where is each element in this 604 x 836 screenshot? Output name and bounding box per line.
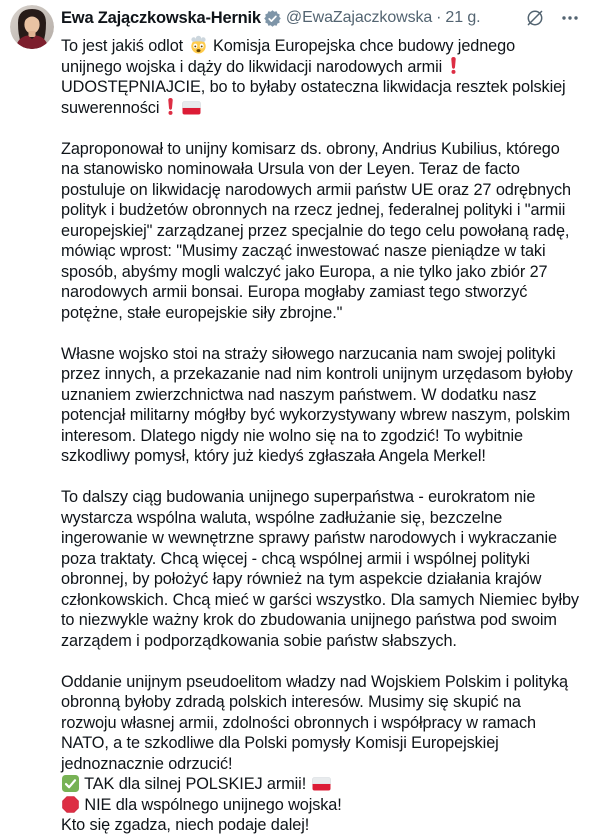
- header-actions: [524, 7, 580, 29]
- avatar-column: [10, 5, 54, 836]
- user-handle[interactable]: @EwaZajaczkowska: [285, 9, 433, 26]
- tweet-text: [61, 35, 580, 836]
- red-exclamation-emoji: [167, 98, 174, 115]
- tweet-content: [61, 5, 580, 836]
- red-exclamation-emoji: [450, 57, 457, 74]
- check-mark-emoji: [62, 775, 79, 792]
- exploding-head-emoji: [189, 35, 208, 54]
- avatar[interactable]: [10, 5, 54, 49]
- tweet-paragraph: Oddanie unijnym pseudoelitom władzy nad Wojskiem Polskim i polityką obronną byłoby zdradą polskich interesów. Musimy się skupić na rozwoju własnej armii, zdolności obronnych i współpracy w ramach NATO, a te szkodliwe dla Polski pomysły Komisji Europejskiej jednoznacznie odrzucić! TAK dla silnej POLSKIEJ armii! NIE dla wspólnego unijnego wojska! Kto się zgadza, niech podaje dalej!: [61, 672, 568, 834]
- timestamp[interactable]: 21 g.: [445, 9, 481, 26]
- poland-flag-emoji: [182, 101, 201, 115]
- display-name[interactable]: Ewa Zajączkowska-Hernik: [61, 8, 261, 27]
- more-options-icon[interactable]: [560, 8, 580, 28]
- tweet-paragraph: To dalszy ciąg budowania unijnego superpaństwa - eurokratom nie wystarcza wspólna waluta, wspólne zadłużanie się, bezczelne ingerowanie w wewnętrzne sprawy państw narodowych i wykraczanie poza traktaty. Chcą więcej - chcą wspólnej armii i wspólnej polityki obronnej, by położyć łapy również na tym aspekcie działania krajów członkowskich. Chcą mieć w garści wszystko. Dla samych Niemiec byłby to niezwykle ważny krok do zbudowania unijnego państwa pod swoim zarządem i podporządkowania sobie państw słabszych.: [61, 488, 579, 650]
- avatar-portrait-image: [10, 5, 54, 49]
- stop-sign-emoji: [62, 796, 79, 813]
- tweet-header: [61, 7, 580, 29]
- tweet-paragraph: To jest jakiś odlot Komisja Europejska chce budowy jednego unijnego wojska i dąży do likwidacji narodowych armii UDOSTĘPNIAJCIE, bo to byłaby ostateczna likwidacja resztek polskiej suwerenności: [61, 37, 566, 117]
- poland-flag-emoji: [312, 777, 331, 791]
- verified-badge-icon: [264, 10, 281, 27]
- header-separator: ·: [436, 9, 442, 26]
- grok-icon[interactable]: [524, 7, 546, 29]
- tweet-paragraph: Własne wojsko stoi na straży siłowego narzucania nam swojej polityki przez innych, a przekazanie nad nim kontroli unijnym urzędasom byłoby uznaniem zwierzchnictwa nad naszym państwem. W dodatku nasz potencjał militarny mógłby być wykorzystywany wbrew naszym, polskim interesom. Dlatego nigdy nie wolno się na to zgodzić! To wybitnie szkodliwy pomysł, który już kiedyś zgłaszała Angela Merkel!: [61, 344, 573, 465]
- tweet-paragraph: Zaproponował to unijny komisarz ds. obrony, Andrius Kubilius, którego na stanowisko nominowała Ursula von der Leyen. Teraz de facto postuluje on likwidację narodowych armii państw UE oraz 27 odrębnych polityk i budżetów obronnych na rzecz jednej, federalnej polityki i "armii europejskiej" zarządzanej przez specjalnie do tego celu powołaną radę, mówiąc wprost: "Musimy zacząć inwestować nasze pieniądze w taki sposób, abyśmy mogli walczyć jako Europa, a nie tylko jako zbiór 27 narodowych armii bonsai. Europa mogłaby zamiast tego stworzyć potężne, stałe europejskie siły zbrojne.": [61, 139, 571, 322]
